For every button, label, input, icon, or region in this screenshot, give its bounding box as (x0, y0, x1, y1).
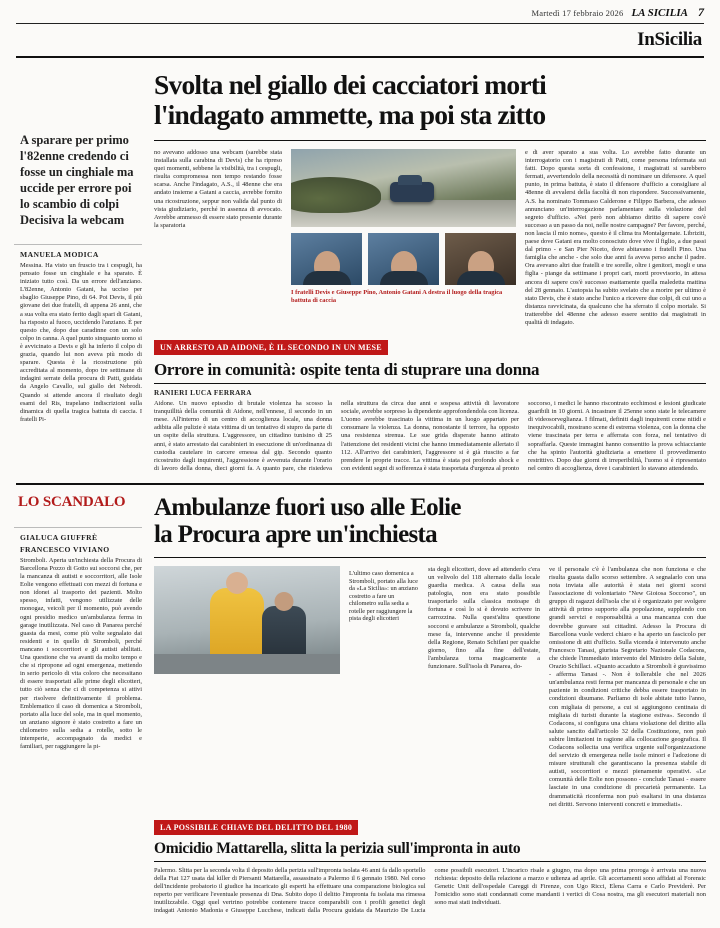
bottom-left-rail (14, 494, 142, 915)
bottom-col-mid (428, 566, 540, 809)
arrest-banner-wrap (154, 337, 706, 355)
portrait-devis (291, 233, 362, 285)
stromboli-wheelchair-photo (154, 566, 340, 674)
arrest-body-columns (154, 400, 706, 473)
bottom-headline-line1: Ambulanze fuori uso alle Eolie (154, 493, 461, 521)
top-byline: MANUELA MODICA (20, 250, 99, 259)
page-number: 7 (698, 5, 704, 19)
top-headline-divider (154, 140, 706, 141)
portrait-giuseppe (368, 233, 439, 285)
bottom-left-body: Stromboli. Aperta un'inchiesta della Procura di Barcellona Pozzo di Gotto sui soccorsi che, per la mancanza di autisti e soccorritori, alle Isole Eolie vengono effettuati con mezzi di fortuna e non idonei al trasporto dei pazienti. Molto spesso, infatti, vengono utilizzate delle monogaz, veicoli per il momento, può avendo ogni presidio medico un'ambulanza ferma in garage inutilizzata. Nel caso di Panarea perché guasta da mesi, come più volte segnalato dai residenti e in quello di Stromboli, perché mancano i soccorritori e gli autisti abilitati. Una questione che va avanti da molto tempo e che si ripropone ad ogni emergenza, mettendo in serio pericolo di vita coloro che necessitano di essere trasportati alle prime degli elicotteri, tutto ciò senza che ci di competenza si attivi per risolvere definitivamente il problema. Emblematico il caso di domenica a Stromboli, portato alla luce del sole, ma in quel momento, un anziano signore è stato costretto a fare un chilometro sulla sedia a rotelle, sotto le intemperie, accompagnato da medici e familiari, per raggiungere la pi- (20, 556, 142, 751)
bottom-photo-column (154, 566, 340, 809)
arrest-headline: Orrore in comunità: ospite tenta di stuprare una donna (154, 360, 540, 380)
bottom-col-mid-body: sta degli elicotteri, dove ad attenderlo c'era un velivolo del 118 alternato dalla locale guardia medica. A causa della sua patologia, non era stato possibile trasportarlo sulla classica motoape di fortuna e così lo si è dovuto scrivere in carrozzina. Nulla quest'altra questione soccorsi e ambulanze a Stromboli, qualche mese fa, intervenne anche il presidente della Regione, Renato Schifani per qualche giorno, fino alla fine dell'estate, l'ambulanza torna magicamente a funzionare. Sull'isola di Panarea, do- (428, 565, 540, 671)
mattarella-body: Palermo. Slitta per la seconda volta il deposito della perizia sull'impronta isolata 46 anni fa dallo sportello della Fiat 127 usata dal killer di Piersanti Mattarella, assassinato a Palermo il 6 gennaio 1980. Nel corso dell'incidente probatorio il giudice ha incaricato gli esperti ha effettuare una comparazione biologica sul reperto per verificare l'eventuale presenza di Dna. Subito dopo il delitto l'impronta fu isolata ma rimessa inutilizzabile. Oggi quel vertrino potrebbe contenere tracce comparabili con i profili genetici degli indagati Antonio Madonia e Giuseppe Lucchese, indicati dalla Procura guidata da Maurizio De Lucia come possibili esecutori. L'incarico risale a giugno, ma dopo una prima proroga è arrivata una nuova richiesta: deposito della relazione a marzo e udienza ad aprile. Gli accertamenti sono affidati al Forensic Genetic Unit dell'ospedale Careggi di Firenze, con Ugo Ricci, Elena Carra e Carlo Previderè. Per l'omicidio sono stati condannati come mandanti i vertici di Cosa nostra, ma gli esecutori materiali non sono mai stati individuati. (154, 866, 706, 915)
top-left-body: Messina. Ha visto un fruscio tra i cespugli, ha pensato fosse un cinghiale e ha sparato. È iniziato tutto così. Da un errore dell'anziano. L'82enne, Antonio Gatani, ha ucciso per sbaglio Giuseppe Pino, di 64. Poi Devis, il più giovane dei due fratelli, di appena 26 anni, che a sua volta era stato ferito dagli spari di Gatani, ha risposto al fuoco, uccidendo l'anziano. È per questo che, dopo due caradinne con un solo colpo in canna. A quel punto sinquanto uomo si è avvicinato a Devis e gli ha inferto il colpo di grazia, quando lui non aveva più modo di sparare. Questa è la ricostruzione più accreditata al momento, dopo tre settimane di indagini serrate della procura di Patti, guidata da Angelo Cavallo, sul giallo dei Nebrodi. Quando si attende ancora il risultato degli esami del Ris, trapelano indiscrizioni sulla dinamica di quella tragica battuta di caccia. I fratelli Pi- (20, 262, 142, 423)
section-title: InSicilia (637, 29, 702, 50)
mattarella-headline: Omicidio Mattarella, slitta la perizia sull'impronta in auto (154, 839, 521, 857)
bottom-headline-divider (154, 557, 706, 558)
top-headline-line2: l'indagato ammette, ma poi sta zitto (154, 99, 546, 130)
top-left-rail (14, 70, 142, 473)
mattarella-banner-wrap (154, 817, 706, 835)
article-top (14, 58, 706, 473)
top-col-a (154, 149, 282, 327)
bottom-byline-1: GIALUCA GIUFFRÈ (20, 532, 98, 542)
top-headline-line1: Svolta nel giallo dei cacciatori morti (154, 69, 546, 100)
top-photo-caption: I fratelli Devis e Giuseppe Pino, Antonio Gatani A destra il luogo della tragica battuta di caccia (291, 289, 503, 304)
bottom-col-right (549, 566, 706, 809)
issue-date: Martedì 17 febbraio 2026 (531, 7, 624, 18)
masthead (14, 0, 706, 23)
bottom-headline-line2: la Procura apre un'inchiesta (154, 521, 437, 549)
top-article-grid (154, 149, 706, 327)
arrest-divider (154, 383, 706, 384)
arrest-byline: RANIERI LUCA FERRARA (154, 389, 252, 398)
top-headline (154, 70, 706, 130)
bottom-headline (154, 494, 706, 549)
bottom-photo-caption: L'ultimo caso domenica a Stromboli, portato alla luce da «La Sicilia»: un anziano costretto a fare un chilometro sulla sedia a rotelle per raggiungere la pista degli elicotteri (349, 569, 418, 623)
top-photo-column (291, 149, 516, 327)
arrest-body: Aidone. Un nuovo episodio di brutale violenza ha scosso la tranquillità della comunità di Aidone, nell'ennese, il secondo in un mese. All'interno di un centro di accoglienza locale, una donna adibita alle pulizie è stata vittima di un tentativo di stupro da parte di un ospite della struttura. L'aggressore, un cittadino tunisino di 25 anni, è stato arrestato dai carabinieri in esecuzione di un'ordinanza di custodia cautelare in carcere emessa dal gip. Secondo quanto ricostruito dagli inquirenti, l'aggressione è avvenuta durante l'orario di lavoro della donna, dieci giorni fa. A quanto pare, che risiedeva nella struttura da circa due anni e sospesa attività di lavoratore sociale, avrebbe sorpreso la dipendente approfondendola con licenza. L'uomo avrebbe trascinato la vittima in un luogo appartato per consumare la violenza. La donna, nonostante il terrore, ha opposto una resistenza strenua. Le sue grida disperate hanno attirato l'attenzione dei residenti vicini che hanno immediatamente allertato il 112. All'arrivo dei carabinieri, l'aggressore si è già riuscito a far prendere le proprie tracce. La vittima è stata poi profondo shock e con evidenti segni di sofferenza è stata trasportata d'urgenza al pronto soccorso, i medici le hanno riscontrato ecchimosi e lesioni giudicate guaribili in 10 giorni. A incastrare il 25enne sono state le telecamere di videosorveglianza. I filmati, definiti dagli inquirenti come nitidi e inequivocabili, mostrano scene di estrema violenza, con la donna che viene trascinata per terra e afferrata con forza, nel tentativo di sopraffarla. Queste immagini hanno consentito la prova schiacciante che ha spinto l'autorità giudiziaria a emettere il provvedimento restrittivo. Dopo due giorni di irreperibilità, l'uomo si è ripresentato nel centro di accoglienza, dove i carabinieri lo stavano attendendo. (154, 400, 706, 472)
bottom-kicker: LO SCANDALO (18, 493, 126, 510)
article-bottom (14, 485, 706, 915)
portrait-row (291, 233, 516, 285)
arrest-banner: UN ARRESTO AD AIDONE, È IL SECONDO IN UN MESE (154, 340, 388, 355)
bottom-col-right-body: ve il personale c'è è l'ambulanza che non funziona e che risulta guasta dallo scorso settembre. A segnalarlo con una nota inviata alle autorità è stata nei giorni scorsi l'associazione di volontariato "New Gioiosa Soccorso", un gruppo di ragazzi dell'isola che si è organizzato per svolgere attività di primo supporto alla popolazione, supplendo con grandi servizi e responsabilità a una mancanza con due dovrebbe gravare sui cittadini. Adesso la Procura di Barcellona vuole vederci chiaro e ha aperto un fascicolo per omissione di atti d'ufficio. Sulla vicenda è intervenuto anche Francesco Tanasi, giurista Segretario Nazionale Codacons, che chiede l'immediato intervento del Ministro della Salute, Orazio Schillaci. «Quanto accaduto a Stromboli è gravissimo - afferma Tanasi -. Non è tollerabile che nel 2026 un'ambulanza resti ferma per mancanza di personale e che un paziente in condizioni critiche debba essere trasportato in condizioni disumane. Parliamo di isole abitate tutto l'anno, con migliaia di persone, a cui si aggiungono centinaia di migliaia di turisti durante la stagione estiva». Secondo il Codacons, si configura una chiara violazione del diritto alla salute sancito dall'articolo 32 della Costituzione, non può subire limitazioni in ragione alla collocazione geografica. Il Codacons sollecita una verifica urgente sull'organizzazione del servizio di emergenza nelle isole minori e l'adozione di misure strutturali che garantiscano la presenza stabile di autisti, soccorritori e mezzi pienamente operativi. «Le comunità delle Eolie non possono - conclude Tanasi - essere lasciate in una condizione di precarietà permanente. La drammaticità riconferma non può esaltarsi in una distanza nei diritti. Servono interventi concreti e immediati». (549, 565, 706, 808)
top-main-column (154, 70, 706, 473)
mattarella-divider (154, 861, 706, 862)
bottom-byline-2: FRANCESCO VIVIANO (20, 544, 110, 554)
bottom-byline-block (14, 527, 142, 751)
top-standfirst: A sparare per primo l'82enne credendo ci fosse un cinghiale ma uccide per errore poi lo scambio di colpi Decisiva la webcam (20, 133, 134, 227)
bottom-article-grid (154, 566, 706, 809)
top-byline-block (14, 244, 142, 424)
newspaper-brand: LA SICILIA (631, 6, 688, 19)
top-col-right (525, 149, 706, 327)
hunting-scene-photo (291, 149, 516, 227)
bottom-main-column (154, 494, 706, 915)
top-col-a-body: no avevano addosso una webcam (sarebbe stata installata sulla carabina di Devis) che ha ripreso quei momenti, sebbene la visibilità, tra i cespugli, risulta compromessa non tempo restando fosse scarsa. Anche l'indagato, A.S., il 48enne che era andato insieme a Gatani a caccia, avrebbe fornito una ricostruzione, seppur non valida dal punto di vista giudiziario, perché in assenza di avvocato. Avrebbe ammesso di essere stato presente durante la sparatoria (154, 149, 283, 229)
bottom-caption-column (349, 566, 419, 809)
mattarella-banner: LA POSSIBILE CHIAVE DEL DELITTO DEL 1980 (154, 820, 358, 835)
mattarella-body-columns (154, 867, 706, 916)
top-col-right-body: e di aver sparato a sua volta. Lo avrebbe fatto durante un interrogatorio con i magistrati di Patti, come persona informata sui fatti. Dopo questa sorta di confessione, i magistrati si sarebbero fermati, avvertendolo della necessità di nominare un difensore. A quel punto, in prima battuta, è stato il difensore d'ufficio a consigliare al 48enne di avvalersi della facoltà di non rispondere. Successivamente, A.S. ha nominato Tommaso Calderone e Filippo Barbera, che adesso annunciano un'interrogazione parlamentare sulla violazione del segreto d'ufficio. «Nei però non abbiamo diritto di sapere cos'è successo a un passo da noi, nelle nostre campagne? Per favore, perché, non lascia il mio nome», questo è il clima tra Montalgernate. Libriziti, paese dove Gatani era molto conosciuto dove vive il figlio, a due passi dal primo - e San Pier Niceto, dove abitavano i fratelli Pino. Una famiglia che anche - che solo due anni fa aveva perso anche il padre. Ora avevano altri due fratelli e tre sorelle, oltre i genitori, mogli e una figlia - piange da settimane i propri cari, morti provvisorio, in attesa ancora di sapere cos'è successo esattamente quella maledetta mattina del 28 gennaio. L'autopsia ha subito svelato che a morire per ultimo è stato Devis, che è stato anche l'unico a ricevere due colpi, di cui uno a distanza ravvicinata, da qualcuno che ha sferrato il colpo mortale. Si tratterebbe del 48enne che adesso essere sentito dai magistrati in qualità di indagato. (525, 149, 706, 326)
portrait-gatani (445, 233, 516, 285)
